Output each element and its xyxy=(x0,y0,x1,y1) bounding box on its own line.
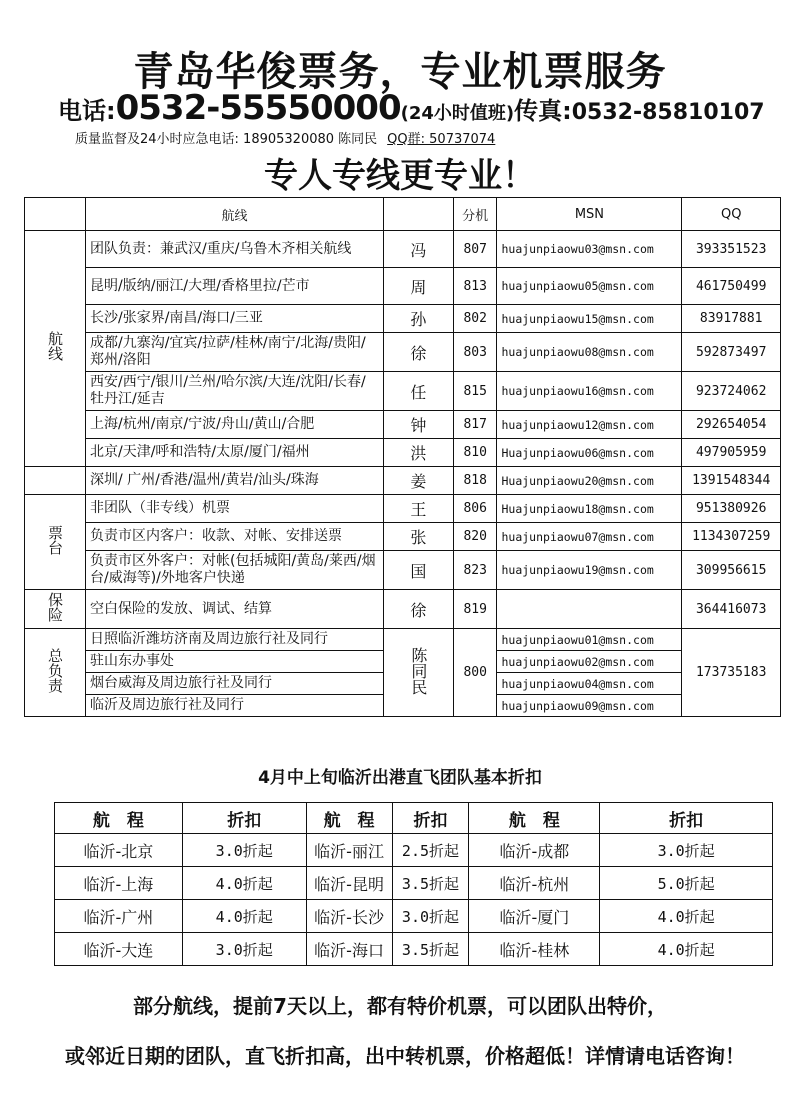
table-row xyxy=(25,411,781,439)
table-row xyxy=(25,231,781,268)
qq-cell: 364416073 xyxy=(682,590,781,629)
person-cell: 孙 xyxy=(383,305,453,333)
msn-cell: huajunpiaowu16@msn.com xyxy=(497,372,682,411)
msn-cell: Huajunpiaowu06@msn.com xyxy=(497,439,682,467)
discount-row xyxy=(55,834,773,867)
msn-cell: huajunpiaowu05@msn.com xyxy=(497,268,682,305)
ext-cell: 823 xyxy=(453,551,497,590)
person-cell: 钟 xyxy=(383,411,453,439)
person-cell: 张 xyxy=(383,523,453,551)
discount-row xyxy=(55,900,773,933)
msn-cell: huajunpiaowu08@msn.com xyxy=(497,333,682,372)
qq-cell: 309956615 xyxy=(682,551,781,590)
route-cell: 日照临沂潍坊济南及周边旅行社及同行 xyxy=(86,629,384,651)
ext-cell: 806 xyxy=(453,495,497,523)
discount-cell: 4.0折起 xyxy=(182,867,306,900)
table-row xyxy=(25,467,781,495)
person-cell: 姜 xyxy=(383,467,453,495)
qq-cell: 173735183 xyxy=(682,629,781,717)
table-header-row xyxy=(25,198,781,231)
person-cell: 国 xyxy=(383,551,453,590)
route-cell: 西安/西宁/银川/兰州/哈尔滨/大连/沈阳/长春/牡丹江/延吉 xyxy=(86,372,384,411)
qq-cell: 592873497 xyxy=(682,333,781,372)
route-cell: 北京/天津/呼和浩特/太原/厦门/福州 xyxy=(86,439,384,467)
discount-cell: 3.0折起 xyxy=(182,933,306,966)
phone-number: 0532-55550000 xyxy=(115,88,401,128)
fax-label: 传真: xyxy=(514,97,572,125)
route-cell: 驻山东办事处 xyxy=(86,651,384,673)
general-person-label: 陈同民 xyxy=(408,646,428,695)
table-row xyxy=(25,551,781,590)
qq-cell: 923724062 xyxy=(682,372,781,411)
phone-note: (24小时值班) xyxy=(400,103,515,124)
route-cell: 昆明/版纳/丽江/大理/香格里拉/芒市 xyxy=(86,268,384,305)
msn-cell: Huajunpiaowu20@msn.com xyxy=(497,467,682,495)
table-row xyxy=(25,629,781,651)
category-insurance-label: 保险 xyxy=(46,591,64,622)
footer-line-1: 部分航线，提前7天以上，都有特价机票，可以团队出特价， xyxy=(133,994,667,1018)
route-cell: 临沂-大连 xyxy=(55,933,183,966)
supervision-text: 质量监督及24小时应急电话: 18905320080 陈同民 xyxy=(75,132,378,147)
person-cell xyxy=(383,629,453,717)
qq-cell: 83917881 xyxy=(682,305,781,333)
discount-cell: 3.0折起 xyxy=(182,834,306,867)
person-cell: 王 xyxy=(383,495,453,523)
msn-cell: huajunpiaowu19@msn.com xyxy=(497,551,682,590)
discount-cell: 4.0折起 xyxy=(600,900,773,933)
msn-cell: huajunpiaowu03@msn.com xyxy=(497,231,682,268)
discount-cell: 4.0折起 xyxy=(182,900,306,933)
category-airline xyxy=(25,231,86,467)
route-cell: 临沂-成都 xyxy=(469,834,600,867)
header-msn: MSN xyxy=(497,198,682,231)
qq-cell: 1134307259 xyxy=(682,523,781,551)
header-discount: 折扣 xyxy=(392,803,469,834)
route-cell: 临沂-广州 xyxy=(55,900,183,933)
category-general xyxy=(25,629,86,717)
route-cell: 临沂-厦门 xyxy=(469,900,600,933)
ext-cell: 803 xyxy=(453,333,497,372)
route-cell: 负责市区外客户：对帐(包括城阳/黄岛/莱西/烟台/威海等)/外地客户快递 xyxy=(86,551,384,590)
route-cell: 深圳/ 广州/香港/温州/黄岩/汕头/珠海 xyxy=(86,467,384,495)
header-discount: 折扣 xyxy=(182,803,306,834)
contact-table xyxy=(24,197,781,717)
person-cell: 周 xyxy=(383,268,453,305)
category-ticket-label: 票台 xyxy=(46,524,64,555)
header-ext: 分机 xyxy=(453,198,497,231)
header-discount: 折扣 xyxy=(600,803,773,834)
msn-cell: Huajunpiaowu18@msn.com xyxy=(497,495,682,523)
qq-cell: 461750499 xyxy=(682,268,781,305)
discount-cell: 3.5折起 xyxy=(392,867,469,900)
table-row xyxy=(25,495,781,523)
person-cell: 任 xyxy=(383,372,453,411)
route-cell: 烟台威海及周边旅行社及同行 xyxy=(86,673,384,695)
msn-cell: huajunpiaowu07@msn.com xyxy=(497,523,682,551)
route-cell: 团队负责：兼武汉/重庆/乌鲁木齐相关航线 xyxy=(86,231,384,268)
discount-cell: 3.5折起 xyxy=(392,933,469,966)
ext-cell: 817 xyxy=(453,411,497,439)
category-ticket xyxy=(25,495,86,590)
discount-title: 4月中上旬临沂出港直飞团队基本折扣 xyxy=(258,768,542,788)
ext-cell: 819 xyxy=(453,590,497,629)
ext-cell: 807 xyxy=(453,231,497,268)
route-cell: 临沂-海口 xyxy=(306,933,392,966)
ext-cell: 802 xyxy=(453,305,497,333)
footer-line-2: 或邻近日期的团队，直飞折扣高，出中转机票，价格超低！详情请电话咨询！ xyxy=(65,1044,745,1068)
discount-cell: 5.0折起 xyxy=(600,867,773,900)
msn-cell: huajunpiaowu01@msn.com xyxy=(497,629,682,651)
route-cell: 成都/九寨沟/宜宾/拉萨/桂林/南宁/北海/贵阳/郑州/洛阳 xyxy=(86,333,384,372)
route-cell: 临沂-杭州 xyxy=(469,867,600,900)
qq-group: QQ群: 50737074 xyxy=(387,132,496,147)
route-cell: 临沂-长沙 xyxy=(306,900,392,933)
route-cell: 临沂-昆明 xyxy=(306,867,392,900)
discount-row xyxy=(55,867,773,900)
route-cell: 临沂-丽江 xyxy=(306,834,392,867)
header-person xyxy=(383,198,453,231)
route-cell: 临沂及周边旅行社及同行 xyxy=(86,695,384,717)
ext-cell: 815 xyxy=(453,372,497,411)
qq-cell: 292654054 xyxy=(682,411,781,439)
table-row xyxy=(25,305,781,333)
ext-cell: 818 xyxy=(453,467,497,495)
discount-cell: 3.0折起 xyxy=(600,834,773,867)
header-route: 航 程 xyxy=(306,803,392,834)
person-cell: 徐 xyxy=(383,590,453,629)
person-cell: 徐 xyxy=(383,333,453,372)
table-row xyxy=(25,523,781,551)
discount-row xyxy=(55,933,773,966)
route-cell: 负责市区内客户：收款、对帐、安排送票 xyxy=(86,523,384,551)
category-airline-label: 航线 xyxy=(46,331,64,361)
discount-cell: 3.0折起 xyxy=(392,900,469,933)
table-row xyxy=(25,268,781,305)
discount-header-row xyxy=(55,803,773,834)
discount-cell: 4.0折起 xyxy=(600,933,773,966)
ext-cell: 820 xyxy=(453,523,497,551)
route-cell: 临沂-北京 xyxy=(55,834,183,867)
header-qq: QQ xyxy=(682,198,781,231)
table-row xyxy=(25,439,781,467)
msn-cell: huajunpiaowu15@msn.com xyxy=(497,305,682,333)
person-cell: 洪 xyxy=(383,439,453,467)
category-blank xyxy=(25,467,86,495)
category-insurance xyxy=(25,590,86,629)
route-cell: 上海/杭州/南京/宁波/舟山/黄山/合肥 xyxy=(86,411,384,439)
msn-cell: huajunpiaowu09@msn.com xyxy=(497,695,682,717)
ext-cell: 813 xyxy=(453,268,497,305)
msn-cell: huajunpiaowu04@msn.com xyxy=(497,673,682,695)
discount-table xyxy=(54,802,773,966)
ext-cell: 810 xyxy=(453,439,497,467)
fax-number: 0532-85810107 xyxy=(571,100,765,125)
discount-cell: 2.5折起 xyxy=(392,834,469,867)
route-cell: 临沂-桂林 xyxy=(469,933,600,966)
table-row xyxy=(25,333,781,372)
qq-cell: 1391548344 xyxy=(682,467,781,495)
page-title: 青岛华俊票务，专业机票服务 xyxy=(133,48,667,95)
msn-cell: huajunpiaowu02@msn.com xyxy=(497,651,682,673)
msn-cell xyxy=(497,590,682,629)
header-route: 航 程 xyxy=(55,803,183,834)
supervision-line xyxy=(75,128,495,147)
qq-cell: 497905959 xyxy=(682,439,781,467)
person-cell: 冯 xyxy=(383,231,453,268)
qq-cell: 951380926 xyxy=(682,495,781,523)
contact-line xyxy=(58,88,778,128)
route-cell: 空白保险的发放、调试、结算 xyxy=(86,590,384,629)
route-cell: 临沂-上海 xyxy=(55,867,183,900)
header-route: 航 程 xyxy=(469,803,600,834)
header-blank xyxy=(25,198,86,231)
phone-label: 电话: xyxy=(58,97,116,125)
category-general-label: 总负责 xyxy=(46,647,64,693)
ext-cell: 800 xyxy=(453,629,497,717)
table-row xyxy=(25,590,781,629)
qq-cell: 393351523 xyxy=(682,231,781,268)
header-route: 航线 xyxy=(86,198,384,231)
slogan: 专人专线更专业！ xyxy=(264,156,536,196)
route-cell: 长沙/张家界/南昌/海口/三亚 xyxy=(86,305,384,333)
route-cell: 非团队（非专线）机票 xyxy=(86,495,384,523)
table-row xyxy=(25,372,781,411)
msn-cell: huajunpiaowu12@msn.com xyxy=(497,411,682,439)
